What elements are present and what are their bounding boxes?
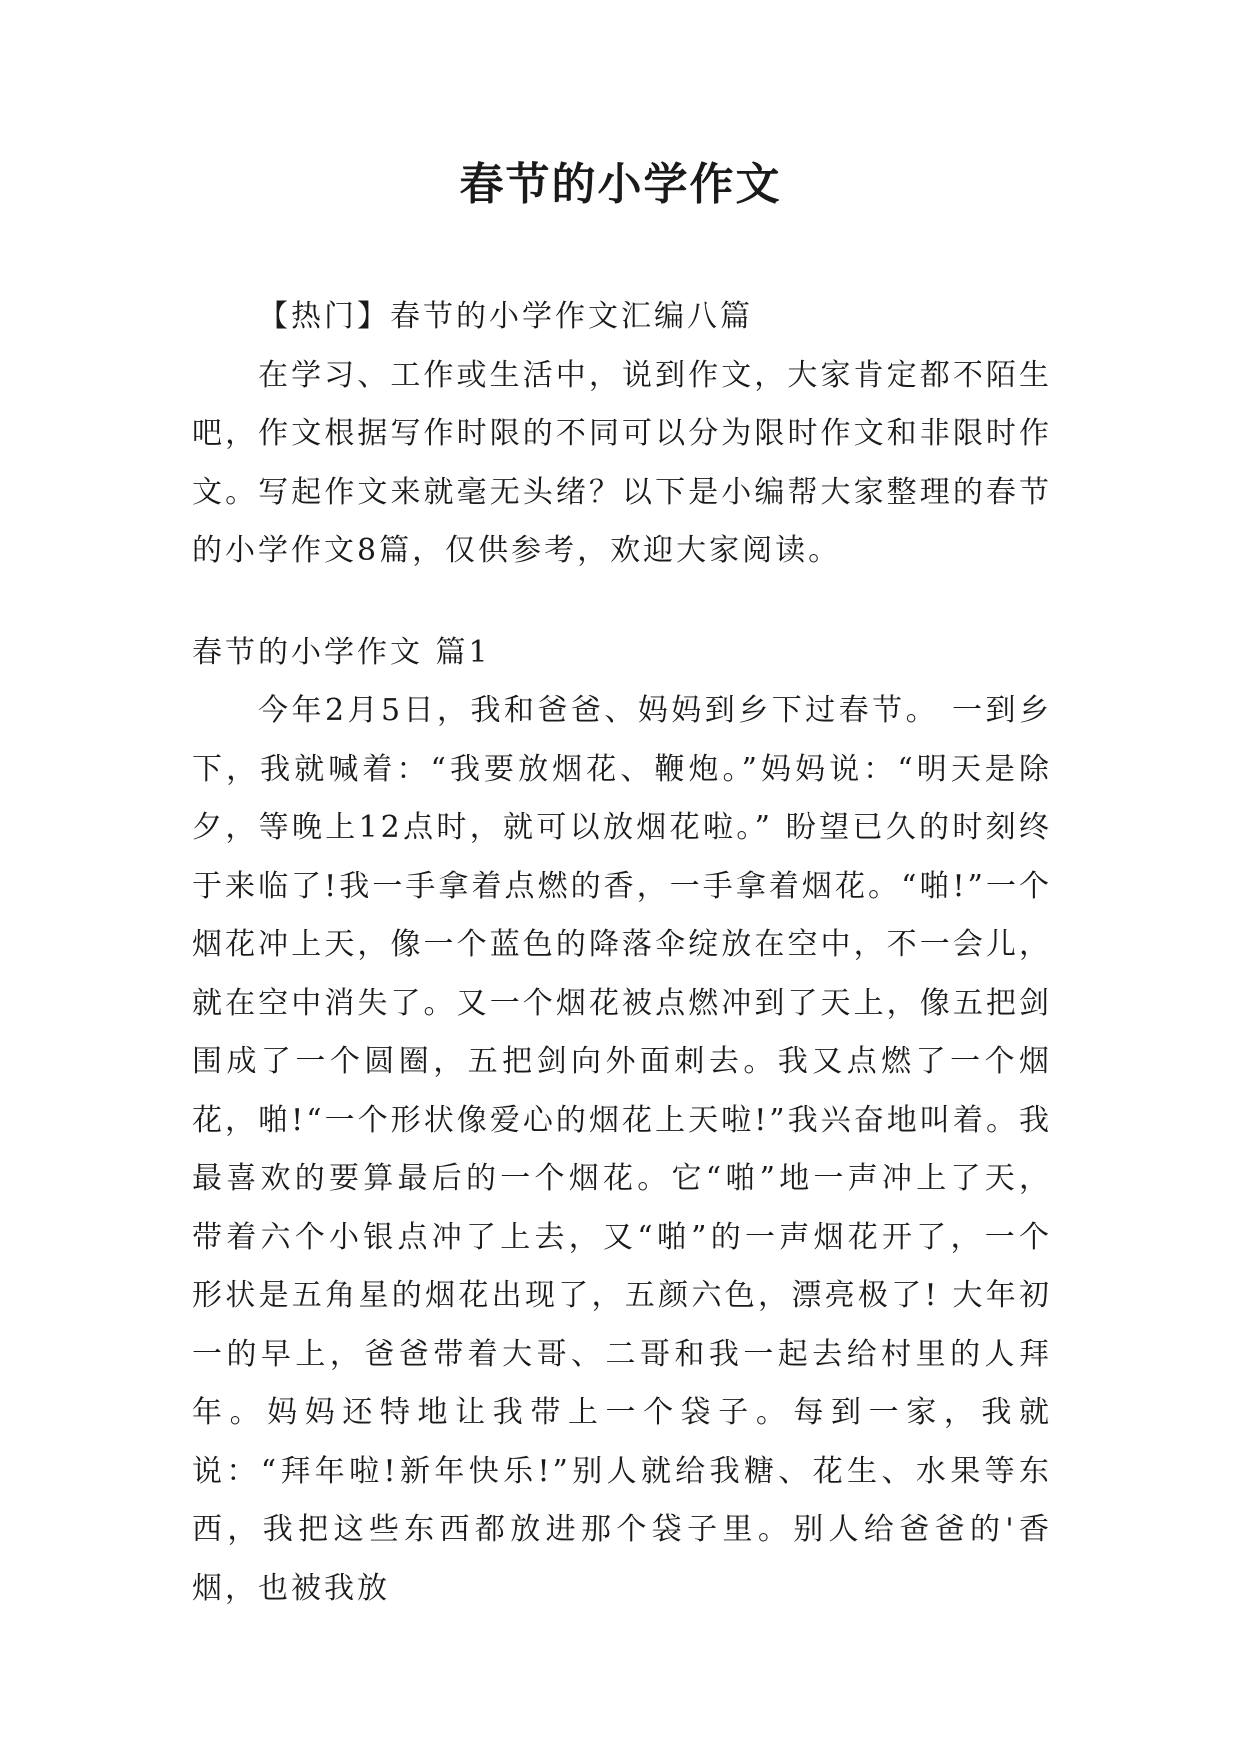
body-paragraph: 今年2月5日，我和爸爸、妈妈到乡下过春节。 一到乡下，我就喊着：“我要放烟花、鞭炮。”妈妈说：“明天是除夕，等晚上12点时，就可以放烟花啦。” 盼望已久的时刻终于来临了!我一手拿着点燃的香，一手拿着烟花。“啪!”一个烟花冲上天，像一个蓝色的降落伞绽放在空中，不一会儿，就在空中消失了。又一个烟花被点燃冲到了天上，像五把剑围成了一个圆圈，五把剑向外面刺去。我又点燃了一个烟花，啪!“一个形状像爱心的烟花上天啦!”我兴奋地叫着。我最喜欢的要算最后的一个烟花。它“啪”地一声冲上了天，带着六个小银点冲了上去，又“啪”的一声烟花开了，一个形状是五角星的烟花出现了，五颜六色，漂亮极了! 大年初一的早上，爸爸带着大哥、二哥和我一起去给村里的人拜年。妈妈还特地让我带上一个袋子。每到一家，我就说：“拜年啦!新年快乐!”别人就给我糖、花生、水果等东西，我把这些东西都放进那个袋子里。别人给爸爸的'香烟，也被我放 [192, 693, 1052, 1606]
section-heading: 春节的小学作文 篇1 [192, 634, 491, 670]
intro-paragraph: 在学习、工作或生活中，说到作文，大家肯定都不陌生吧，作文根据写作时限的不同可以分为限时作文和非限时作文。写起作文来就毫无头绪？以下是小编帮大家整理的春节的小学作文8篇，仅供参考，欢迎大家阅读。 [192, 357, 1052, 568]
document-body [192, 288, 1052, 1618]
subtitle: 【热门】春节的小学作文汇编八篇 [258, 299, 753, 334]
page-title: 春节的小学作文 [459, 159, 782, 210]
